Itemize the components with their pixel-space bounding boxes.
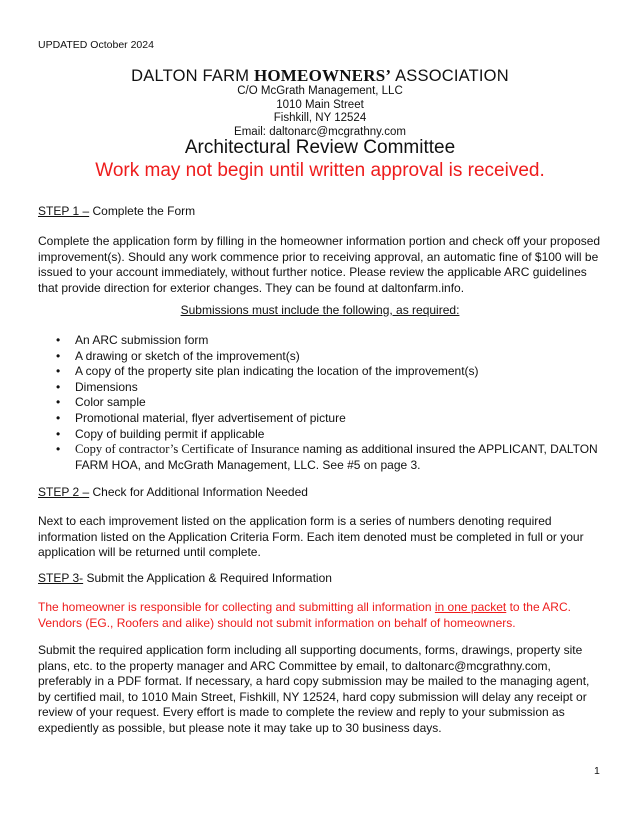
page-number: 1 [594, 765, 600, 777]
step-3-paragraph: Submit the required application form including all supporting documents, forms, drawings, property site plans, etc. to the property manager and ARC Committee by email, to daltonarc@mcgrathny.com, preferably in a PDF format. If necessary, a hard copy submission may be mailed to the managing agent, by certified mail, to 1010 Main Street, Fishkill, NY 12524, hard copy submission will delay any receipt or review of your request. Every effort is made to complete the review and reply to your submission as expediently as possible, but please note it may take up to 30 business days. [38, 643, 590, 735]
list-item: • A drawing or sketch of the improvement(s) [56, 348, 300, 363]
list-item: • Color sample [56, 395, 146, 410]
list-item: • Dimensions [56, 379, 138, 394]
contact-email: Email: daltonarc@mcgrathny.com [234, 125, 406, 138]
submissions-heading: Submissions must include the following, as required: [180, 303, 460, 317]
street-address: 1010 Main Street [276, 98, 364, 111]
care-of-line: C/O McGrath Management, LLC [237, 85, 403, 97]
step-1-heading: STEP 1 – Complete the Form [38, 204, 196, 218]
committee-title: Architectural Review Committee [184, 137, 456, 158]
list-item: • Promotional material, flyer advertisement of picture [56, 410, 346, 425]
list-item: • Copy of building permit if applicable [56, 426, 265, 441]
submission-requirements-list [38, 333, 598, 473]
list-item: • Copy of contractor’s Certificate of Insurance naming as additional insured the APPLICANT, DALTON FARM HOA, and McGrath Management, LLC. See #5 on page 3. [56, 442, 598, 472]
organization-name: DALTON FARM HOMEOWNERS’ ASSOCIATION [131, 66, 509, 85]
step-3-notice: The homeowner is responsible for collecting and submitting all information in one packet to the ARC. Vendors (EG., Roofers and alike) should not submit information on behalf of homeowners. [38, 600, 571, 630]
updated-date: UPDATED October 2024 [38, 39, 154, 51]
list-item: • An ARC submission form [56, 333, 209, 347]
list-item: • A copy of the property site plan indicating the location of the improvement(s) [56, 364, 479, 379]
city-state-zip: Fishkill, NY 12524 [273, 112, 367, 124]
step-2-heading: STEP 2 – Check for Additional Information Needed [38, 485, 308, 499]
step-2-paragraph: Next to each improvement listed on the application form is a series of numbers denoting required information listed on the Application Criteria Form. Each item denoted must be completed in full or your application will be returned until complete. [38, 514, 584, 559]
step-1-paragraph: Complete the application form by filling in the homeowner information portion and check off your proposed improvement(s). Should any work commence prior to receiving approval, an automatic fine of $100 will be issued to your account immediately, without further notice. Please review the applicable ARC guidelines that provide direction for exterior changes. They can be found at daltonfarm.info. [38, 234, 601, 295]
step-3-heading: STEP 3- Submit the Application & Required Information [38, 571, 332, 585]
approval-warning: Work may not begin until written approval is received. [95, 160, 545, 181]
